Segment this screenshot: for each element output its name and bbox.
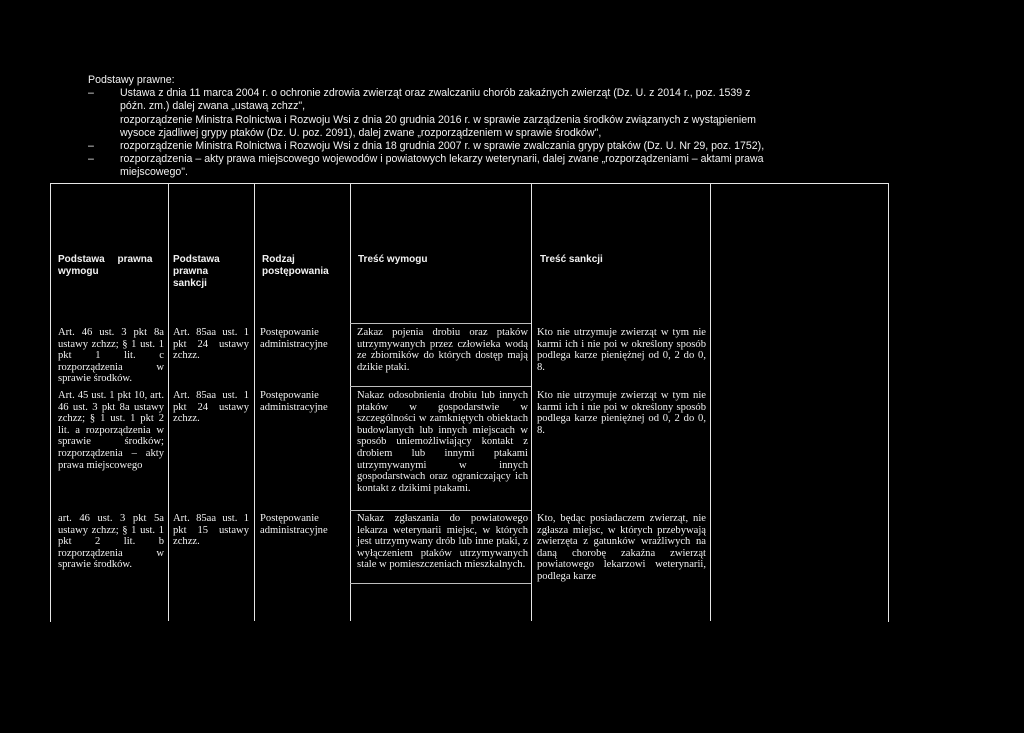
header-requirement: Treść wymogu [358, 254, 428, 265]
column-divider [531, 183, 532, 621]
table-cell-sanction-basis: Art. 85aa ust. 1 pkt 15 ustawy zchzz. [173, 513, 249, 548]
row-divider [350, 510, 531, 511]
header-legal-basis: Podstawa prawna wymogu [58, 254, 153, 277]
legal-basis-line: – rozporządzenie Ministra Rolnictwa i Rozwoju Wsi z dnia 18 grudnia 2007 r. w sprawie zwalczania grypy ptaków (Dz. U. Nr 29, poz. 1752), [88, 140, 765, 153]
bullet-dash: – [88, 153, 94, 166]
bullet-dash: – [88, 87, 94, 100]
header-sanction-basis: Podstawa prawna sankcji [173, 254, 220, 289]
row-divider [350, 323, 531, 324]
table-cell-sanction: Kto nie utrzymuje zwierząt w tym nie karmi ich i nie poi w określony sposób podlega karze pieniężnej od 0, 2 do 0, 8. [537, 327, 706, 373]
table-cell-requirement: Nakaz odosobnienia drobiu lub innych ptaków w gospodarstwie w szczególności w zamkniętych obiektach budowlanych lub innych miejscach w sposób uniemożliwiający kontakt z drobiem lub innymi ptakami utrzymywanymi w innych gospodarstwach oraz ograniczający ich kontakt z dzikimi ptakami. [357, 390, 528, 494]
table-cell-procedure: Postępowanie administracyjne [260, 513, 328, 536]
table-cell-procedure: Postępowanie administracyjne [260, 327, 328, 350]
table-cell-legal-basis: Art. 46 ust. 3 pkt 8a ustawy zchzz; § 1 ust. 1 pkt 1 lit. c rozporządzenia w sprawie środków. [58, 327, 164, 385]
legal-basis-line: wysoce zjadliwej grypy ptaków (Dz. U. poz. 2091), dalej zwane „rozporządzeniem w sprawie środków", [120, 126, 602, 139]
table-cell-procedure: Postępowanie administracyjne [260, 390, 328, 413]
table-cell-sanction-basis: Art. 85aa ust. 1 pkt 24 ustawy zchzz. [173, 327, 249, 362]
table-cell-sanction: Kto, będąc posiadaczem zwierząt, nie zgłasza miejsc, w których przebywają zwierzęta z gatunków wrażliwych na daną chorobę zakaźna zwierząt powiatowego lekarzowi weterynarii, podlega karze [537, 513, 706, 582]
column-divider [710, 183, 711, 621]
legal-basis-line: rozporządzenie Ministra Rolnictwa i Rozwoju Wsi z dnia 20 grudnia 2016 r. w sprawie zarządzenia środków związanych z wystąpieniem [120, 113, 756, 126]
header-procedure: Rodzaj postępowania [262, 254, 329, 277]
table-cell-legal-basis: art. 46 ust. 3 pkt 5a ustawy zchzz; § 1 ust. 1 pkt 2 lit. b rozporządzenia w sprawie środków. [58, 513, 164, 571]
legal-basis-section [88, 74, 898, 180]
column-divider [168, 183, 169, 621]
table-cell-sanction-basis: Art. 85aa ust. 1 pkt 24 ustawy zchzz. [173, 390, 249, 425]
legal-basis-heading: Podstawy prawne: [88, 74, 175, 86]
table-cell-requirement: Nakaz zgłaszania do powiatowego lekarza weterynarii miejsc, w których jest utrzymywany drób lub inne ptaki, z wyłączeniem ptaków utrzymywanych stale w pomieszczeniach mieszkalnych. [357, 513, 528, 571]
legal-basis-line: miejscowego". [120, 166, 188, 179]
table-cell-sanction: Kto nie utrzymuje zwierząt w tym nie karmi ich i nie poi w określony sposób podlega karze pieniężnej od 0, 2 do 0, 8. [537, 390, 706, 436]
bullet-dash: – [88, 140, 94, 153]
legal-basis-line: – rozporządzenia – akty prawa miejscowego wojewodów i powiatowych lekarzy weterynarii, dalej zwane „rozporządzeniami – aktami prawa [88, 153, 764, 166]
legal-basis-line: – Ustawa z dnia 11 marca 2004 r. o ochronie zdrowia zwierząt oraz zwalczaniu chorób zakaźnych zwierząt (Dz. U. z 2014 r., poz. 1539 z [88, 87, 751, 100]
row-divider [350, 386, 531, 387]
header-sanction: Treść sankcji [540, 254, 603, 265]
column-divider [254, 183, 255, 621]
table-cell-legal-basis: Art. 45 ust. 1 pkt 10, art. 46 ust. 3 pkt 8a ustawy zchzz; § 1 ust. 1 pkt 2 lit. a rozporządzenia w sprawie środków; rozporządzenia – akty prawa miejscowego [58, 390, 164, 471]
table-cell-requirement: Zakaz pojenia drobiu oraz ptaków utrzymywanych przez człowieka wodą ze zbiorników do których dostęp mają dzikie ptaki. [357, 327, 528, 373]
row-divider [350, 583, 531, 584]
legal-basis-line: późn. zm.) dalej zwana „ustawą zchzz", [120, 100, 306, 113]
